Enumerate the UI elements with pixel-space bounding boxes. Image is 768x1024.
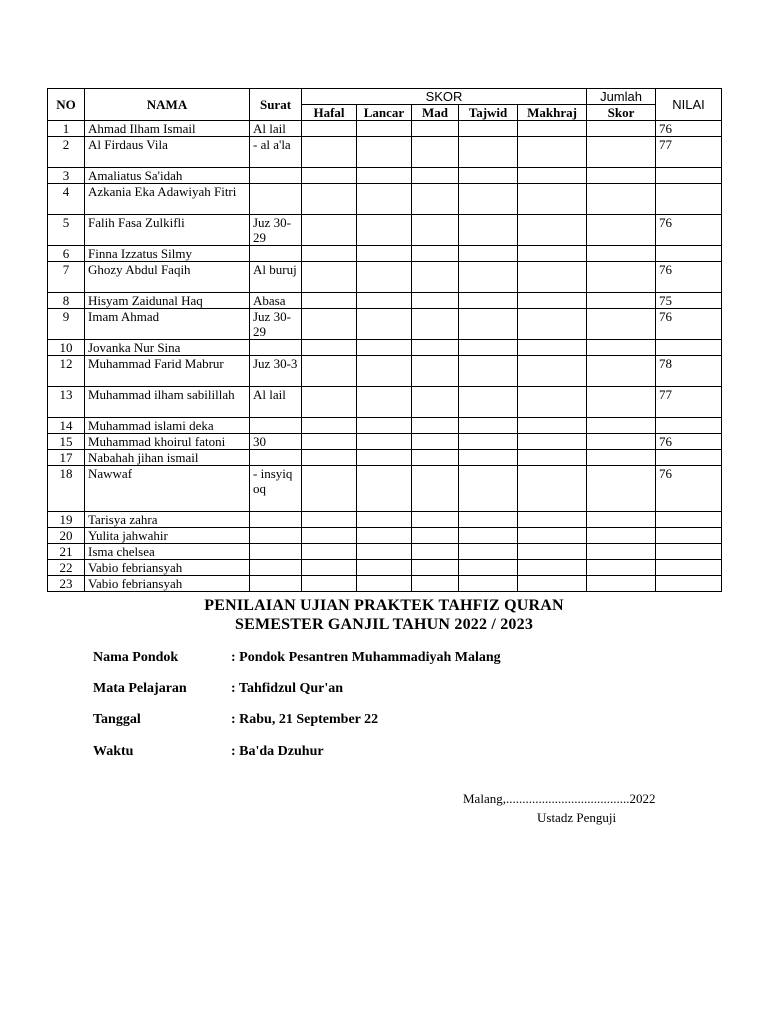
cell-tajwid	[459, 544, 518, 560]
cell-makhraj	[518, 340, 587, 356]
cell-jumlah-skor	[587, 466, 656, 512]
cell-hafal	[302, 434, 357, 450]
cell-surat	[250, 168, 302, 184]
table-row	[48, 528, 722, 544]
cell-lancar	[357, 309, 412, 340]
cell-nama: Nabahah jihan ismail	[85, 450, 250, 466]
cell-surat	[250, 184, 302, 215]
cell-tajwid	[459, 560, 518, 576]
cell-tajwid	[459, 466, 518, 512]
table-row	[48, 309, 722, 340]
cell-jumlah-skor	[587, 387, 656, 418]
cell-nilai	[656, 168, 722, 184]
cell-hafal	[302, 356, 357, 387]
cell-lancar	[357, 356, 412, 387]
cell-nama: Muhammad islami deka	[85, 418, 250, 434]
cell-makhraj	[518, 262, 587, 293]
cell-nilai	[656, 544, 722, 560]
cell-no: 14	[48, 418, 85, 434]
cell-mad	[412, 528, 459, 544]
cell-surat: Juz 30-29	[250, 309, 302, 340]
cell-jumlah-skor	[587, 168, 656, 184]
cell-hafal	[302, 466, 357, 512]
cell-surat: - insyiq oq	[250, 466, 302, 512]
header-hafal: Hafal	[302, 105, 357, 121]
cell-nilai	[656, 528, 722, 544]
header-skor: SKOR	[302, 89, 587, 105]
cell-lancar	[357, 450, 412, 466]
cell-makhraj	[518, 466, 587, 512]
header-nama: NAMA	[85, 89, 250, 121]
cell-mad	[412, 215, 459, 246]
cell-lancar	[357, 560, 412, 576]
header-mad: Mad	[412, 105, 459, 121]
cell-no: 7	[48, 262, 85, 293]
cell-jumlah-skor	[587, 418, 656, 434]
cell-lancar	[357, 262, 412, 293]
cell-surat	[250, 512, 302, 528]
cell-tajwid	[459, 184, 518, 215]
cell-lancar	[357, 293, 412, 309]
cell-makhraj	[518, 246, 587, 262]
cell-hafal	[302, 450, 357, 466]
table-row	[48, 576, 722, 592]
cell-mad	[412, 560, 459, 576]
cell-nilai	[656, 184, 722, 215]
header-surat: Surat	[250, 89, 302, 121]
cell-no: 12	[48, 356, 85, 387]
cell-nama: Yulita jahwahir	[85, 528, 250, 544]
cell-tajwid	[459, 246, 518, 262]
cell-mad	[412, 121, 459, 137]
cell-surat: Abasa	[250, 293, 302, 309]
cell-nama: Finna Izzatus Silmy	[85, 246, 250, 262]
cell-makhraj	[518, 387, 587, 418]
cell-surat: Juz 30-29	[250, 215, 302, 246]
cell-nilai: 76	[656, 262, 722, 293]
cell-hafal	[302, 512, 357, 528]
cell-mad	[412, 293, 459, 309]
cell-makhraj	[518, 184, 587, 215]
info-label: Mata Pelajaran	[93, 681, 187, 696]
cell-makhraj	[518, 356, 587, 387]
header-jumlah-skor: Skor	[587, 105, 656, 121]
cell-nilai	[656, 560, 722, 576]
cell-no: 1	[48, 121, 85, 137]
table-row	[48, 356, 722, 387]
cell-nama: Isma chelsea	[85, 544, 250, 560]
cell-jumlah-skor	[587, 293, 656, 309]
cell-makhraj	[518, 309, 587, 340]
info-label: Tanggal	[93, 712, 141, 727]
cell-tajwid	[459, 528, 518, 544]
cell-hafal	[302, 246, 357, 262]
signature-role: Ustadz Penguji	[537, 810, 617, 825]
cell-mad	[412, 356, 459, 387]
table-row	[48, 450, 722, 466]
cell-makhraj	[518, 544, 587, 560]
cell-nilai	[656, 340, 722, 356]
cell-nilai: 75	[656, 293, 722, 309]
table-row	[48, 246, 722, 262]
cell-lancar	[357, 246, 412, 262]
table-row	[48, 512, 722, 528]
cell-tajwid	[459, 434, 518, 450]
cell-nama: Hisyam Zaidunal Haq	[85, 293, 250, 309]
cell-hafal	[302, 560, 357, 576]
cell-hafal	[302, 309, 357, 340]
cell-hafal	[302, 262, 357, 293]
signature-place-date: Malang,......................................2022	[463, 791, 656, 806]
cell-no: 17	[48, 450, 85, 466]
cell-nama: Vabio febriansyah	[85, 576, 250, 592]
cell-hafal	[302, 340, 357, 356]
cell-nilai	[656, 512, 722, 528]
table-row	[48, 544, 722, 560]
cell-makhraj	[518, 576, 587, 592]
cell-nilai: 78	[656, 356, 722, 387]
table-row	[48, 560, 722, 576]
cell-nilai: 77	[656, 137, 722, 168]
cell-nilai	[656, 576, 722, 592]
cell-mad	[412, 184, 459, 215]
cell-jumlah-skor	[587, 528, 656, 544]
cell-surat: Al lail	[250, 387, 302, 418]
cell-nilai: 76	[656, 434, 722, 450]
cell-mad	[412, 544, 459, 560]
cell-mad	[412, 418, 459, 434]
cell-tajwid	[459, 293, 518, 309]
cell-surat	[250, 418, 302, 434]
cell-lancar	[357, 576, 412, 592]
table-row	[48, 293, 722, 309]
table-row	[48, 387, 722, 418]
cell-mad	[412, 387, 459, 418]
cell-tajwid	[459, 418, 518, 434]
table-row	[48, 466, 722, 512]
cell-lancar	[357, 215, 412, 246]
cell-jumlah-skor	[587, 184, 656, 215]
cell-jumlah-skor	[587, 450, 656, 466]
cell-tajwid	[459, 121, 518, 137]
cell-no: 9	[48, 309, 85, 340]
cell-nilai: 76	[656, 121, 722, 137]
cell-tajwid	[459, 512, 518, 528]
cell-lancar	[357, 544, 412, 560]
header-nilai: NILAI	[656, 89, 722, 121]
cell-surat: 30	[250, 434, 302, 450]
info-label: Waktu	[93, 744, 134, 759]
cell-makhraj	[518, 560, 587, 576]
cell-no: 15	[48, 434, 85, 450]
cell-surat	[250, 544, 302, 560]
info-value: : Tahfidzul Qur'an	[231, 681, 344, 696]
cell-hafal	[302, 137, 357, 168]
cell-jumlah-skor	[587, 121, 656, 137]
cell-lancar	[357, 184, 412, 215]
cell-nama: Muhammad khoirul fatoni	[85, 434, 250, 450]
cell-nama: Ghozy Abdul Faqih	[85, 262, 250, 293]
cell-nama: Amaliatus Sa'idah	[85, 168, 250, 184]
cell-hafal	[302, 528, 357, 544]
cell-no: 13	[48, 387, 85, 418]
cell-hafal	[302, 215, 357, 246]
cell-nama: Ahmad Ilham Ismail	[85, 121, 250, 137]
cell-mad	[412, 512, 459, 528]
cell-nama: Muhammad Farid Mabrur	[85, 356, 250, 387]
cell-mad	[412, 450, 459, 466]
cell-hafal	[302, 184, 357, 215]
cell-tajwid	[459, 309, 518, 340]
cell-jumlah-skor	[587, 356, 656, 387]
table-row	[48, 121, 722, 137]
cell-lancar	[357, 168, 412, 184]
cell-jumlah-skor	[587, 576, 656, 592]
cell-no: 22	[48, 560, 85, 576]
cell-hafal	[302, 418, 357, 434]
cell-jumlah-skor	[587, 137, 656, 168]
cell-jumlah-skor	[587, 544, 656, 560]
cell-nama: Falih Fasa Zulkifli	[85, 215, 250, 246]
cell-mad	[412, 168, 459, 184]
cell-nama: Vabio febriansyah	[85, 560, 250, 576]
cell-tajwid	[459, 356, 518, 387]
header-lancar: Lancar	[357, 105, 412, 121]
cell-nilai: 76	[656, 215, 722, 246]
cell-tajwid	[459, 262, 518, 293]
cell-no: 21	[48, 544, 85, 560]
cell-lancar	[357, 528, 412, 544]
cell-jumlah-skor	[587, 262, 656, 293]
cell-hafal	[302, 293, 357, 309]
cell-nilai	[656, 246, 722, 262]
cell-lancar	[357, 121, 412, 137]
cell-mad	[412, 434, 459, 450]
cell-mad	[412, 246, 459, 262]
cell-surat	[250, 340, 302, 356]
cell-mad	[412, 576, 459, 592]
cell-lancar	[357, 512, 412, 528]
cell-tajwid	[459, 340, 518, 356]
table-row	[48, 168, 722, 184]
cell-makhraj	[518, 215, 587, 246]
cell-no: 3	[48, 168, 85, 184]
header-no: NO	[48, 89, 85, 121]
cell-no: 20	[48, 528, 85, 544]
table-row	[48, 340, 722, 356]
cell-jumlah-skor	[587, 560, 656, 576]
cell-lancar	[357, 340, 412, 356]
cell-surat: Al lail	[250, 121, 302, 137]
cell-jumlah-skor	[587, 434, 656, 450]
header-tajwid: Tajwid	[459, 105, 518, 121]
cell-nilai: 76	[656, 466, 722, 512]
table-row	[48, 215, 722, 246]
table-row	[48, 137, 722, 168]
cell-makhraj	[518, 512, 587, 528]
cell-makhraj	[518, 450, 587, 466]
header-makhraj: Makhraj	[518, 105, 587, 121]
cell-hafal	[302, 168, 357, 184]
cell-mad	[412, 340, 459, 356]
info-value: : Ba'da Dzuhur	[231, 744, 324, 759]
info-value: : Rabu, 21 September 22	[231, 712, 379, 727]
cell-tajwid	[459, 168, 518, 184]
table-row	[48, 262, 722, 293]
info-label: Nama Pondok	[93, 650, 179, 665]
document-title: PENILAIAN UJIAN PRAKTEK TAHFIZ QURAN	[204, 597, 564, 614]
cell-makhraj	[518, 137, 587, 168]
cell-tajwid	[459, 215, 518, 246]
cell-surat: Juz 30-3	[250, 356, 302, 387]
cell-makhraj	[518, 418, 587, 434]
cell-nama: Nawwaf	[85, 466, 250, 512]
cell-no: 19	[48, 512, 85, 528]
cell-lancar	[357, 418, 412, 434]
cell-jumlah-skor	[587, 340, 656, 356]
cell-hafal	[302, 121, 357, 137]
cell-surat	[250, 560, 302, 576]
cell-mad	[412, 137, 459, 168]
cell-no: 5	[48, 215, 85, 246]
cell-tajwid	[459, 450, 518, 466]
cell-nama: Al Firdaus Vila	[85, 137, 250, 168]
cell-surat	[250, 450, 302, 466]
cell-tajwid	[459, 387, 518, 418]
cell-lancar	[357, 466, 412, 512]
cell-mad	[412, 309, 459, 340]
cell-jumlah-skor	[587, 246, 656, 262]
score-table	[47, 88, 722, 592]
cell-no: 10	[48, 340, 85, 356]
cell-tajwid	[459, 576, 518, 592]
cell-nilai: 77	[656, 387, 722, 418]
cell-jumlah-skor	[587, 309, 656, 340]
document-subtitle: SEMESTER GANJIL TAHUN 2022 / 2023	[234, 616, 534, 633]
cell-makhraj	[518, 528, 587, 544]
cell-makhraj	[518, 121, 587, 137]
cell-surat	[250, 246, 302, 262]
cell-nama: Imam Ahmad	[85, 309, 250, 340]
cell-surat	[250, 576, 302, 592]
cell-no: 4	[48, 184, 85, 215]
cell-makhraj	[518, 293, 587, 309]
cell-lancar	[357, 387, 412, 418]
cell-nilai	[656, 418, 722, 434]
header-jumlah: Jumlah	[587, 89, 656, 105]
cell-no: 6	[48, 246, 85, 262]
cell-makhraj	[518, 434, 587, 450]
cell-jumlah-skor	[587, 215, 656, 246]
cell-tajwid	[459, 137, 518, 168]
table-body	[48, 121, 722, 592]
cell-nama: Azkania Eka Adawiyah Fitri	[85, 184, 250, 215]
cell-jumlah-skor	[587, 512, 656, 528]
cell-lancar	[357, 434, 412, 450]
cell-nama: Muhammad ilham sabilillah	[85, 387, 250, 418]
cell-hafal	[302, 576, 357, 592]
cell-mad	[412, 466, 459, 512]
cell-no: 8	[48, 293, 85, 309]
cell-surat	[250, 528, 302, 544]
cell-nilai	[656, 450, 722, 466]
cell-makhraj	[518, 168, 587, 184]
cell-hafal	[302, 544, 357, 560]
cell-no: 18	[48, 466, 85, 512]
cell-surat: - al a'la	[250, 137, 302, 168]
cell-no: 2	[48, 137, 85, 168]
cell-mad	[412, 262, 459, 293]
cell-surat: Al buruj	[250, 262, 302, 293]
cell-no: 23	[48, 576, 85, 592]
cell-nama: Jovanka Nur Sina	[85, 340, 250, 356]
info-value: : Pondok Pesantren Muhammadiyah Malang	[231, 650, 501, 665]
cell-hafal	[302, 387, 357, 418]
cell-nilai: 76	[656, 309, 722, 340]
table-row	[48, 418, 722, 434]
cell-lancar	[357, 137, 412, 168]
table-row	[48, 184, 722, 215]
table-row	[48, 434, 722, 450]
cell-nama: Tarisya zahra	[85, 512, 250, 528]
